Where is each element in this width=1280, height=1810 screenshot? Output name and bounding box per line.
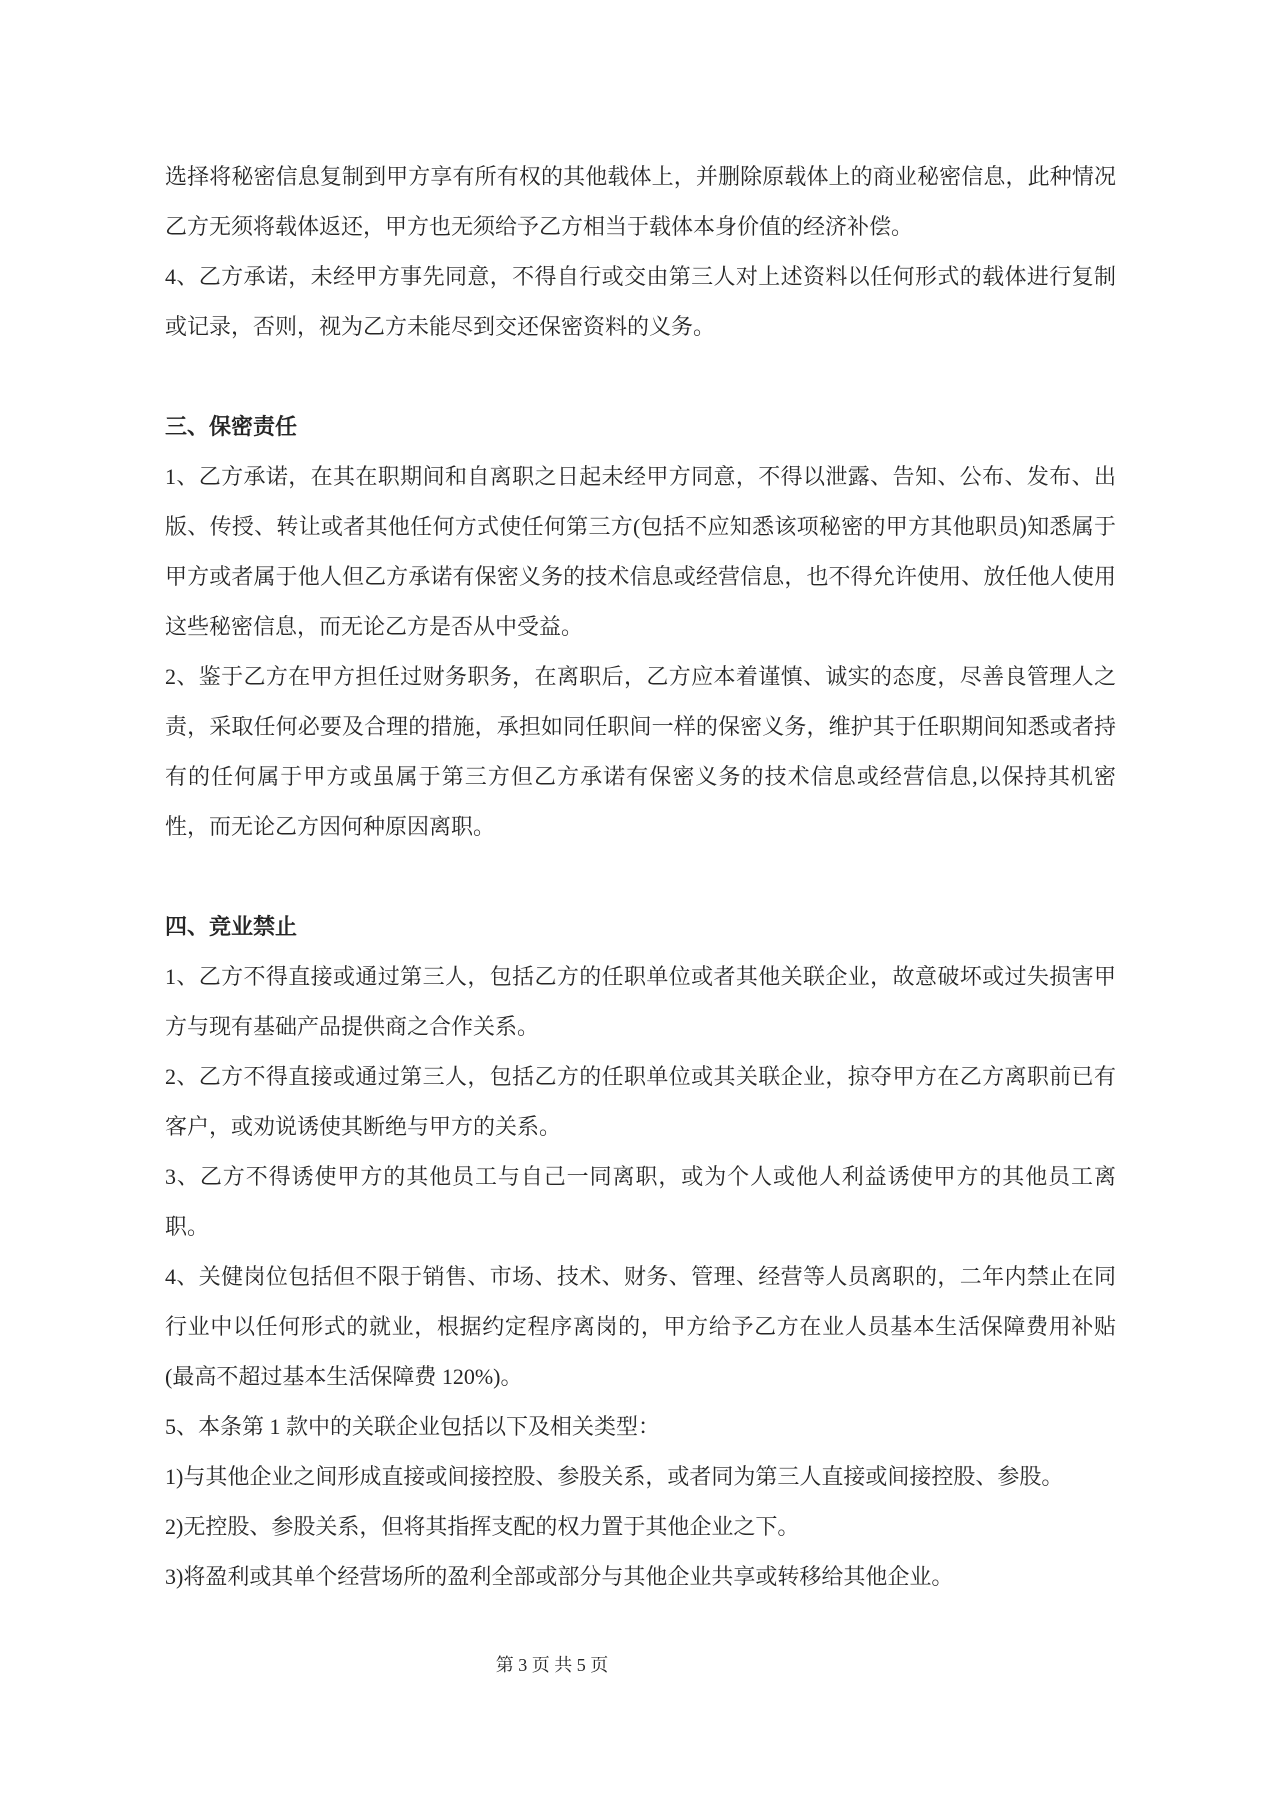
contract-paragraph: 4、乙方承诺，未经甲方事先同意，不得自行或交由第三人对上述资料以任何形式的载体进行复制或记录，否则，视为乙方未能尽到交还保密资料的义务。 xyxy=(165,264,1116,339)
section-heading-confidentiality-duty: 三、保密责任 xyxy=(165,414,298,439)
contract-body xyxy=(165,152,1116,1602)
contract-paragraph: 3、乙方不得诱使甲方的其他员工与自己一同离职，或为个人或他人利益诱使甲方的其他员工离职。 xyxy=(165,1164,1116,1239)
contract-paragraph: 1、乙方承诺，在其在职期间和自离职之日起未经甲方同意，不得以泄露、告知、公布、发布、出版、传授、转让或者其他任何方式使任何第三方(包括不应知悉该项秘密的甲方其他职员)知悉属于甲方或者属于他人但乙方承诺有保密义务的技术信息或经营信息，也不得允许使用、放任他人使用这些秘密信息，而无论乙方是否从中受益。 xyxy=(165,464,1116,639)
section-heading-non-compete: 四、竞业禁止 xyxy=(165,914,298,939)
contract-subitem: 1)与其他企业之间形成直接或间接控股、参股关系，或者同为第三人直接或间接控股、参股。 xyxy=(165,1464,1064,1489)
contract-subitem: 2)无控股、参股关系，但将其指挥支配的权力置于其他企业之下。 xyxy=(165,1514,800,1539)
contract-paragraph: 选择将秘密信息复制到甲方享有所有权的其他载体上，并删除原载体上的商业秘密信息，此种情况乙方无须将载体返还，甲方也无须给予乙方相当于载体本身价值的经济补偿。 xyxy=(165,164,1116,239)
contract-paragraph: 1、乙方不得直接或通过第三人，包括乙方的任职单位或者其他关联企业，故意破坏或过失损害甲方与现有基础产品提供商之合作关系。 xyxy=(165,964,1116,1039)
contract-paragraph: 2、乙方不得直接或通过第三人，包括乙方的任职单位或其关联企业，掠夺甲方在乙方离职前已有客户，或劝说诱使其断绝与甲方的关系。 xyxy=(165,1064,1116,1139)
page-number: 第 3 页 共 5 页 xyxy=(495,1655,609,1675)
contract-subitem: 3)将盈利或其单个经营场所的盈利全部或部分与其他企业共享或转移给其他企业。 xyxy=(165,1564,954,1589)
contract-paragraph: 4、关健岗位包括但不限于销售、市场、技术、财务、管理、经营等人员离职的，二年内禁止在同行业中以任何形式的就业，根据约定程序离岗的，甲方给予乙方在业人员基本生活保障费用补贴(最高不超过基本生活保障费 120%)。 xyxy=(165,1264,1116,1389)
contract-paragraph: 2、鉴于乙方在甲方担任过财务职务，在离职后，乙方应本着谨慎、诚实的态度，尽善良管理人之责，采取任何必要及合理的措施，承担如同任职间一样的保密义务，维护其于任职期间知悉或者持有的任何属于甲方或虽属于第三方但乙方承诺有保密义务的技术信息或经营信息,以保持其机密性，而无论乙方因何种原因离职。 xyxy=(165,664,1116,839)
contract-paragraph: 5、本条第 1 款中的关联企业包括以下及相关类型： xyxy=(165,1414,661,1439)
